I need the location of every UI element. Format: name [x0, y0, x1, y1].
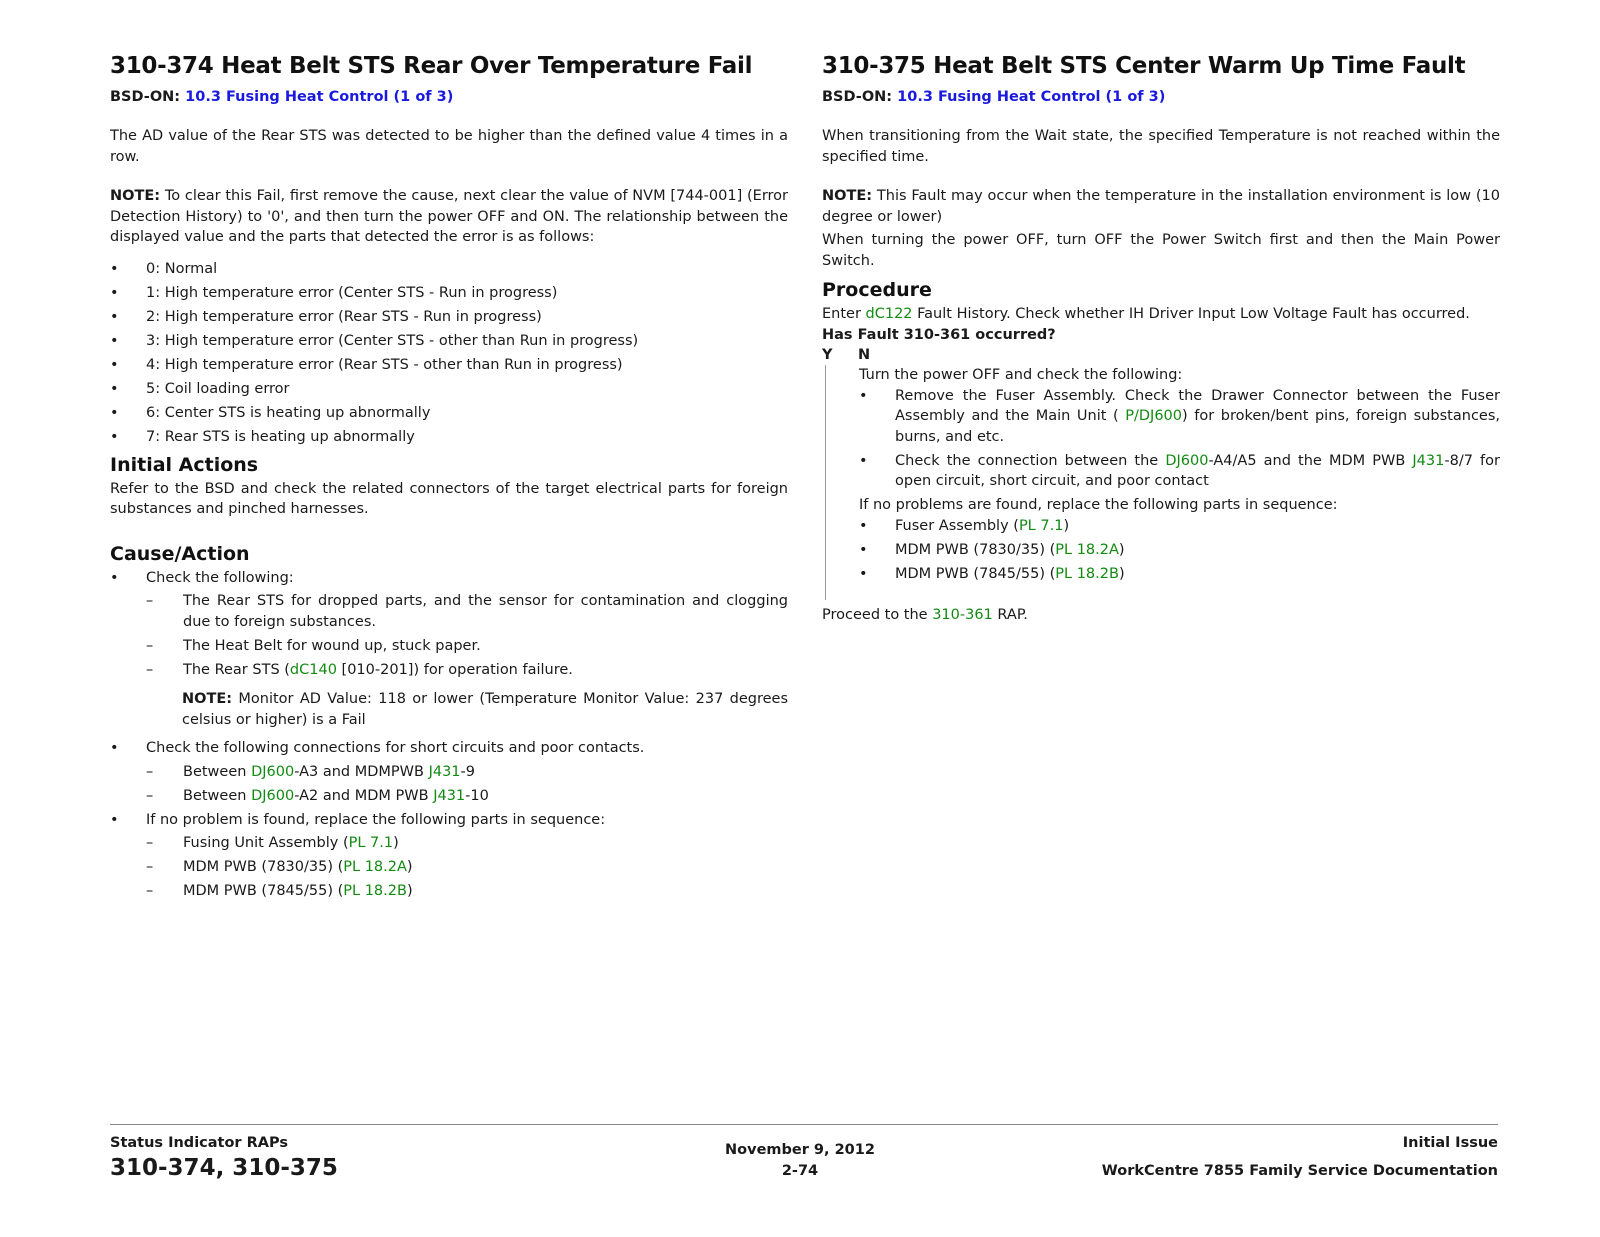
part-name: Fuser Assembly ( — [895, 517, 1019, 534]
step-text: Enter — [822, 306, 866, 322]
yes-label: Y — [822, 347, 833, 363]
j431-link[interactable]: J431 — [433, 787, 466, 804]
bsd-link[interactable]: 10.3 Fusing Heat Control (1 of 3) — [185, 89, 454, 105]
list-item — [859, 451, 1500, 492]
list-item — [859, 540, 1500, 561]
note-text: To clear this Fail, first remove the cause, next clear the value of NVM [744-001] (Error Detection History) to '0', and then turn the power OFF and ON. The relationship between the displayed value and the parts that detected the error is as follows: — [110, 188, 788, 245]
proceed-post: RAP. — [992, 606, 1028, 623]
no-branch-replace: If no problems are found, replace the following parts in sequence: — [859, 497, 1338, 513]
pl-link[interactable]: PL 18.2B — [343, 883, 407, 899]
part-close: ) — [1063, 517, 1070, 534]
page-title-310-375: 310-375 Heat Belt STS Center Warm Up Time Fault — [822, 53, 1466, 79]
note-text: This Fault may occur when the temperature in the installation environment is low (10 degree or lower) — [822, 188, 1501, 225]
footer-doc-title: WorkCentre 7855 Family Service Documentation — [1101, 1163, 1498, 1179]
no-branch-intro: Turn the power OFF and check the following: — [859, 367, 1183, 383]
note-text: Monitor AD Value: 118 or lower (Temperature Monitor Value: 237 degrees celsius or higher) is a Fail — [182, 691, 788, 728]
list-item — [146, 881, 788, 902]
connections-sublist — [146, 762, 788, 807]
rap-310-361-link[interactable]: 310-361 — [932, 606, 993, 623]
connections-text: Check the following connections for short circuits and poor contacts. — [146, 740, 645, 756]
note-paragraph — [110, 186, 788, 248]
part-close: ) — [1118, 541, 1125, 558]
item-text: -8/7 for open circuit, short circuit, and poor contact — [895, 452, 1500, 489]
list-item — [859, 516, 1500, 537]
list-item — [146, 660, 788, 681]
bsd-reference — [110, 87, 788, 107]
part-name: MDM PWB (7830/35) ( — [183, 859, 344, 875]
no-branch — [825, 365, 1500, 600]
list-item: • 4: High temperature error (Rear STS - other than Run in progress) — [110, 355, 788, 376]
part-name: MDM PWB (7845/55) ( — [183, 883, 344, 899]
list-item: • 1: High temperature error (Center STS - Run in progress) — [110, 283, 788, 304]
dc140-link[interactable]: dC140 — [289, 661, 337, 678]
pl-link[interactable]: PL 18.2B — [1055, 565, 1119, 582]
bsd-label: BSD-ON: — [110, 89, 181, 105]
initial-actions-text: Refer to the BSD and check the related connectors of the target electrical parts for foreign substances and pinched harnesses. — [110, 480, 788, 517]
item-text: The Rear STS ( — [183, 661, 290, 678]
list-item: • 3: High temperature error (Center STS - other than Run in progress) — [110, 331, 788, 352]
list-item: • 2: High temperature error (Rear STS - Run in progress) — [110, 307, 788, 328]
note-paragraph — [822, 186, 1500, 227]
list-item — [146, 762, 788, 783]
note-label: NOTE: — [110, 188, 161, 204]
item-text: Between — [183, 787, 252, 804]
item-text: ) for broken/bent pins, foreign substances, burns, and etc. — [895, 408, 1500, 445]
question-text: Has Fault 310-361 occurred? — [822, 326, 1056, 343]
intro-paragraph: The AD value of the Rear STS was detected to be higher than the defined value 4 times in a row. — [110, 128, 788, 165]
list-item: • 6: Center STS is heating up abnormally — [110, 403, 788, 424]
no-branch-parts — [859, 516, 1500, 585]
p-dj600-link[interactable]: P/DJ600 — [1125, 408, 1183, 424]
pl-link[interactable]: PL 7.1 — [1018, 517, 1064, 534]
check-following-text: Check the following: — [146, 569, 294, 586]
list-item: – The Heat Belt for wound up, stuck paper. — [146, 636, 788, 657]
cause-action-heading: Cause/Action — [110, 542, 250, 565]
pl-link[interactable]: PL 18.2A — [343, 859, 407, 875]
list-item — [110, 810, 788, 902]
item-text: Check the connection between the — [895, 452, 1166, 469]
j431-link[interactable]: J431 — [1412, 452, 1445, 469]
list-item — [859, 564, 1500, 585]
initial-actions-heading: Initial Actions — [110, 453, 259, 476]
no-label: N — [858, 347, 871, 363]
bsd-link[interactable]: 10.3 Fusing Heat Control (1 of 3) — [897, 89, 1166, 105]
value-list — [110, 259, 788, 448]
item-text: -A2 and MDM PWB — [294, 787, 434, 804]
pl-link[interactable]: PL 7.1 — [348, 835, 394, 851]
item-text: Remove the Fuser Assembly. Check the Drawer Connector between the Fuser Assembly and the Main Unit ( — [895, 387, 1500, 424]
item-text: -A4/A5 and the MDM PWB — [1208, 452, 1413, 469]
dj600-link[interactable]: DJ600 — [251, 763, 295, 780]
no-branch-checks — [859, 386, 1500, 492]
item-text: -10 — [465, 787, 489, 804]
page-title-310-374: 310-374 Heat Belt STS Rear Over Temperature Fail — [110, 53, 753, 79]
list-item: • 0: Normal — [110, 259, 788, 280]
bsd-label: BSD-ON: — [822, 89, 893, 105]
monitor-note — [182, 689, 788, 730]
footer-section: Status Indicator RAPs — [110, 1135, 289, 1151]
note-label: NOTE: — [822, 188, 873, 204]
dc122-link[interactable]: dC122 — [865, 306, 913, 322]
intro-paragraph: When transitioning from the Wait state, the specified Temperature is not reached within the specified time. — [822, 128, 1500, 165]
part-close: ) — [393, 835, 399, 851]
step-text: Fault History. Check whether IH Driver Input Low Voltage Fault has occurred. — [912, 306, 1470, 322]
yes-no-header — [822, 345, 1500, 365]
j431-link[interactable]: J431 — [428, 763, 461, 780]
footer-issue: Initial Issue — [1402, 1135, 1498, 1151]
dj600-link[interactable]: DJ600 — [251, 787, 295, 804]
list-item — [110, 738, 788, 806]
list-item: • 7: Rear STS is heating up abnormally — [110, 427, 788, 448]
check-sublist — [146, 591, 788, 680]
list-item — [146, 857, 788, 878]
procedure-question — [822, 325, 1500, 346]
right-column — [822, 48, 1500, 625]
footer-page-number: 2-74 — [781, 1163, 819, 1179]
item-text: [010-201]) for operation failure. — [336, 661, 573, 678]
dj600-link[interactable]: DJ600 — [1165, 452, 1209, 469]
item-text: Between — [183, 763, 252, 780]
cause-action-list — [110, 568, 788, 902]
footer-date: November 9, 2012 — [725, 1142, 875, 1158]
item-text: -9 — [460, 763, 475, 780]
list-item — [146, 833, 788, 854]
bsd-reference — [822, 87, 1500, 107]
part-close: ) — [406, 883, 413, 899]
footer-codes: 310-374, 310-375 — [110, 1155, 338, 1181]
part-close: ) — [406, 859, 413, 875]
footer-divider — [110, 1124, 1498, 1125]
pl-link[interactable]: PL 18.2A — [1055, 541, 1119, 558]
left-column — [110, 48, 788, 905]
list-item: • 5: Coil loading error — [110, 379, 788, 400]
power-paragraph: When turning the power OFF, turn OFF the Power Switch first and then the Main Power Switch. — [822, 232, 1500, 269]
part-close: ) — [1118, 565, 1125, 582]
proceed-text — [822, 605, 1500, 626]
list-item — [859, 386, 1500, 448]
replace-text: If no problem is found, replace the following parts in sequence: — [146, 811, 606, 828]
proceed-pre: Proceed to the — [822, 606, 933, 623]
procedure-heading: Procedure — [822, 279, 932, 301]
part-name: Fusing Unit Assembly ( — [183, 835, 349, 851]
note-label: NOTE: — [182, 691, 233, 707]
list-item — [146, 786, 788, 807]
list-item: – The Rear STS for dropped parts, and the sensor for contamination and clogging due to foreign substances. — [146, 591, 788, 632]
parts-sublist — [146, 833, 788, 902]
part-name: MDM PWB (7845/55) ( — [895, 565, 1056, 582]
list-item — [110, 568, 788, 731]
procedure-step — [822, 304, 1500, 325]
item-text: -A3 and MDMPWB — [294, 763, 429, 780]
part-name: MDM PWB (7830/35) ( — [895, 541, 1056, 558]
